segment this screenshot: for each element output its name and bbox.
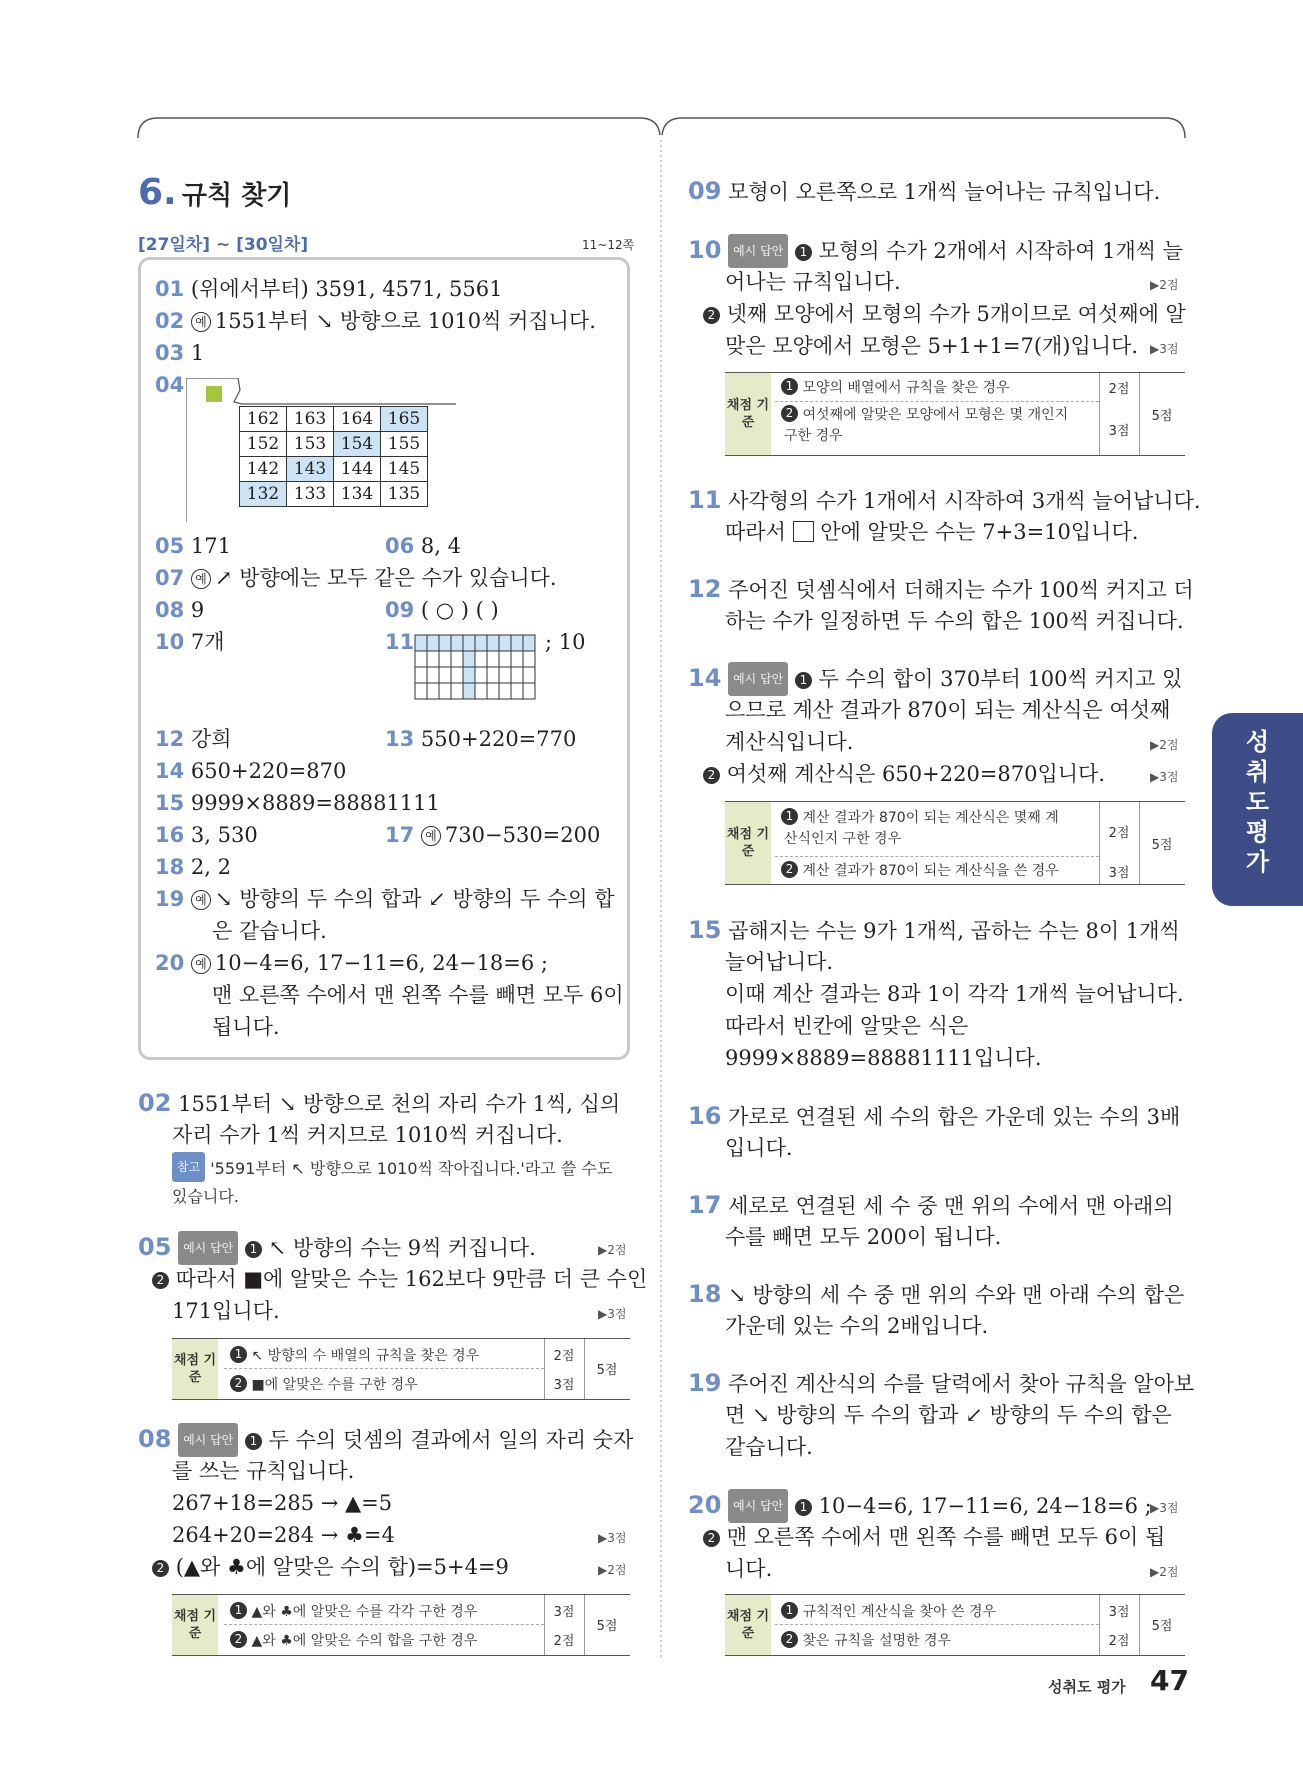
- grid-square: [487, 683, 499, 699]
- rubric-total: 5점: [1151, 1619, 1173, 1634]
- grid-square: [499, 651, 511, 667]
- rubric-row: 2 여섯째에 알맞은 모양에서 모형은 몇 개인지 구한 경우: [781, 405, 1068, 447]
- grid-square: [475, 683, 487, 699]
- grid-square: [523, 635, 535, 651]
- answer-07: 07 예 ↗ 방향에는 모두 같은 수가 있습니다.: [155, 566, 557, 590]
- grid-cell: 145: [381, 457, 428, 482]
- exp-17-l2: 수를 빼면 모두 200이 됩니다.: [725, 1225, 1002, 1249]
- exp-10-l4: 맞은 모양에서 모형은 5+1+1=7(개)입니다.: [725, 334, 1139, 358]
- side-tab-char: 가: [1245, 848, 1270, 876]
- exp-05-l2: 2 따라서 ■에 알맞은 수는 162보다 9만큼 더 큰 수인: [152, 1263, 647, 1295]
- exp-18-l2: 가운데 있는 수의 2배입니다.: [725, 1314, 989, 1338]
- rubric-row: 1 규칙적인 계산식을 찾아 쓴 경우: [781, 1601, 996, 1621]
- answer-02: 02 예 1551부터 ↘ 방향으로 1010씩 커집니다.: [155, 309, 596, 333]
- exp-12: 12 주어진 덧셈식에서 더해지는 수가 100씩 커지고 더: [688, 575, 1194, 603]
- grid-square: [427, 667, 439, 683]
- rubric-divider: [775, 1624, 1099, 1625]
- exp-15-l4: 따라서 빈칸에 알맞은 식은: [725, 1014, 969, 1038]
- answer-19: 19 예 ↘ 방향의 두 수의 합과 ↙ 방향의 두 수의 합: [155, 887, 615, 911]
- rubric-points: 2점: [553, 1349, 575, 1364]
- exp-02-note: 참고 '5591부터 ↖ 방향으로 1010씩 작아집니다.'라고 쓸 수도 있습니다.: [172, 1152, 612, 1211]
- grid-square: [451, 683, 463, 699]
- grid-square: [463, 683, 475, 699]
- answer-10: 10 7개: [155, 630, 225, 654]
- rubric-05: [172, 1338, 630, 1400]
- rubric-row: 2 찾은 규칙을 설명한 경우: [781, 1630, 951, 1650]
- grid-cell: 143: [287, 457, 334, 482]
- exp-08-l4: 264+20=284 → ♣=4: [172, 1523, 395, 1547]
- exp-10-l2: 어나는 규칙입니다.: [725, 270, 901, 294]
- answer-14: 14 650+220=870: [155, 759, 347, 783]
- grid-square: [415, 683, 427, 699]
- exp-15-l2: 늘어납니다.: [725, 950, 834, 974]
- grid-cell: 142: [240, 457, 287, 482]
- answer-05: 05 171: [155, 534, 232, 558]
- rubric-total: 5점: [596, 1619, 618, 1634]
- chapter-number: 6.: [138, 172, 177, 213]
- exp-05-pt2: ▶3점: [598, 1307, 627, 1321]
- grid-cell: 135: [381, 482, 428, 507]
- exp-08-pt1: ▶3점: [598, 1531, 627, 1545]
- exp-15: 15 곱해지는 수는 9가 1개씩, 곱하는 수는 8이 1개씩: [688, 916, 1180, 944]
- exp-19: 19 주어진 계산식의 수를 달력에서 찾아 규칙을 알아보: [688, 1369, 1195, 1397]
- day-range: [27일차] ~ [30일차]: [138, 235, 309, 255]
- rubric-label: 채점 기준: [172, 1595, 218, 1655]
- rubric-points: 3점: [1108, 424, 1130, 439]
- side-tab-char: 성: [1245, 728, 1270, 756]
- grid-square: [499, 667, 511, 683]
- grid-square: [487, 667, 499, 683]
- grid-row: [240, 457, 428, 482]
- rubric-points: 2점: [553, 1634, 575, 1649]
- grid-cell: 134: [334, 482, 381, 507]
- rubric-points: 2점: [1108, 826, 1130, 841]
- rubric-label: 채점 기준: [172, 1339, 218, 1399]
- rubric-divider: [224, 1368, 544, 1369]
- grid-square: [511, 667, 523, 683]
- rubric-points: 3점: [1108, 866, 1130, 881]
- grid-row: [240, 407, 428, 432]
- grid-row: [240, 432, 428, 457]
- exp-02: 02 1551부터 ↘ 방향으로 천의 자리 수가 1씩, 십의: [138, 1089, 621, 1117]
- grid-cell: 144: [334, 457, 381, 482]
- exp-10: 10 예시 답안 1 모형의 수가 2개에서 시작하여 1개씩 늘: [688, 234, 1183, 268]
- side-tab-char: 취: [1245, 758, 1270, 786]
- answer-11-value: ; 10: [545, 630, 586, 654]
- exp-02-cont: 자리 수가 1씩 커지므로 1010씩 커집니다.: [172, 1123, 563, 1147]
- chapter-name: 규칙 찾기: [181, 181, 292, 211]
- rubric-divider: [775, 856, 1099, 857]
- grid-square: [475, 635, 487, 651]
- green-square-icon: [206, 386, 222, 402]
- rubric-row: 1 모양의 배열에서 규칙을 찾은 경우: [781, 377, 1010, 397]
- rubric-points: 2점: [1108, 382, 1130, 397]
- grid-square: [499, 635, 511, 651]
- grid-cell: 153: [287, 432, 334, 457]
- grid-square: [439, 635, 451, 651]
- rubric-total: 5점: [596, 1363, 618, 1378]
- exp-05-pt1: ▶2점: [598, 1243, 627, 1257]
- exp-12-l2: 하는 수가 일정하면 두 수의 합은 100씩 커집니다.: [725, 609, 1184, 633]
- exp-10-pt2: ▶3점: [1150, 342, 1179, 356]
- grid-square: [523, 683, 535, 699]
- rubric-divider: [775, 401, 1099, 402]
- answer-15: 15 9999×8889=88881111: [155, 791, 440, 815]
- answer-04-label: 04: [155, 373, 185, 397]
- grid-cell: 165: [381, 407, 428, 432]
- answer-06: 06 8, 4: [385, 534, 461, 558]
- answer-11-label: 11: [385, 630, 415, 654]
- exp-08-pt2: ▶2점: [598, 1563, 627, 1577]
- exp-05-l3: 171입니다.: [172, 1299, 280, 1323]
- note-badge: 참고: [172, 1152, 205, 1182]
- answer-20: 20 예 10−4=6, 17−11=6, 24−18=6 ;: [155, 951, 548, 975]
- grid-square: [463, 635, 475, 651]
- exp-17: 17 세로로 연결된 세 수 중 맨 위의 수에서 맨 아래의: [688, 1191, 1174, 1219]
- grid-square: [439, 667, 451, 683]
- grid-cell: 162: [240, 407, 287, 432]
- grid-square: [439, 683, 451, 699]
- grid-cell: 152: [240, 432, 287, 457]
- exp-10-l3: 2 넷째 모양에서 모형의 수가 5개이므로 여섯째에 알: [703, 298, 1186, 330]
- grid-square: [511, 683, 523, 699]
- page-range: 11~12쪽: [582, 238, 635, 252]
- grid-square: [463, 667, 475, 683]
- grid-square: [427, 651, 439, 667]
- grid-cell: 154: [334, 432, 381, 457]
- grid-cell: 155: [381, 432, 428, 457]
- exp-10-pt1: ▶2점: [1150, 278, 1179, 292]
- exp-11-l2: 따라서 안에 알맞은 수는 7+3=10입니다.: [725, 520, 1139, 544]
- exp-08-l5: 2 (▲와 ♣에 알맞은 수의 합)=5+4=9: [152, 1551, 509, 1583]
- rubric-20: [725, 1594, 1185, 1656]
- grid-square: [427, 683, 439, 699]
- blank-box: [793, 521, 814, 542]
- rubric-total: 5점: [1151, 838, 1173, 853]
- exp-08: 08 예시 답안 1 두 수의 덧셈의 결과에서 일의 자리 숫자: [138, 1423, 633, 1457]
- answer-18: 18 2, 2: [155, 855, 231, 879]
- grid-square: [427, 635, 439, 651]
- rubric-row: 2 계산 결과가 870이 되는 계산식을 쓴 경우: [781, 860, 1059, 880]
- exp-09: 09 모형이 오른쪽으로 1개씩 늘어나는 규칙입니다.: [688, 177, 1161, 205]
- rubric-row: 1 ↖ 방향의 수 배열의 규칙을 찾은 경우: [230, 1345, 479, 1365]
- answer-08: 08 9: [155, 598, 205, 622]
- grid-square: [523, 667, 535, 683]
- answer-13: 13 550+220=770: [385, 727, 577, 751]
- rubric-10: [725, 372, 1185, 456]
- grid-square: [499, 683, 511, 699]
- rubric-points: 3점: [553, 1605, 575, 1620]
- exp-14-pt1: ▶2점: [1150, 738, 1179, 752]
- exp-19-l2: 면 ↘ 방향의 두 수의 합과 ↙ 방향의 두 수의 합은: [725, 1403, 1172, 1427]
- footer-label: 성취도 평가: [1048, 1678, 1126, 1696]
- answer-12: 12 강희: [155, 727, 232, 751]
- grid-square: [511, 651, 523, 667]
- exp-14-l3: 계산식입니다.: [725, 730, 854, 754]
- side-tab-char: 도: [1245, 788, 1270, 816]
- rubric-points: 2점: [1108, 1634, 1130, 1649]
- exp-20-l2: 2 맨 오른쪽 수에서 맨 왼쪽 수를 빼면 모두 6이 됩: [703, 1521, 1165, 1553]
- rubric-points: 3점: [553, 1378, 575, 1393]
- exp-20-l3: 니다.: [725, 1557, 773, 1581]
- answer-03: 03 1: [155, 341, 205, 365]
- exp-05: 05 예시 답안 1 ↖ 방향의 수는 9씩 커집니다.: [138, 1231, 536, 1265]
- grid-square: [511, 635, 523, 651]
- rubric-label: 채점 기준: [725, 373, 771, 455]
- page-number: 47: [1150, 1664, 1189, 1697]
- section-side-tab: [1212, 713, 1303, 906]
- rubric-label: 채점 기준: [725, 802, 771, 884]
- grid-square: [415, 635, 427, 651]
- grid-square: [487, 651, 499, 667]
- exp-14: 14 예시 답안 1 두 수의 합이 370부터 100씩 커지고 있: [688, 662, 1182, 696]
- grid-cell: 163: [287, 407, 334, 432]
- rubric-row: 1 계산 결과가 870이 되는 계산식은 몇째 계 산식인지 구한 경우: [781, 808, 1059, 850]
- answer-11-grid: [414, 634, 537, 702]
- side-tab-char: 평: [1245, 818, 1270, 846]
- rubric-points: 3점: [1108, 1605, 1130, 1620]
- answer-09: 09 ( ○ ) ( ): [385, 598, 499, 622]
- exp-15-l3: 이때 계산 결과는 8과 1이 각각 1개씩 늘어납니다.: [725, 982, 1184, 1006]
- rubric-divider: [224, 1624, 544, 1625]
- rubric-total: 5점: [1151, 409, 1173, 424]
- calendar-grid: [186, 378, 458, 522]
- exp-15-l5: 9999×8889=88881111입니다.: [725, 1046, 1042, 1070]
- grid-square: [451, 667, 463, 683]
- exp-18: 18 ↘ 방향의 세 수 중 맨 위의 수와 맨 아래 수의 합은: [688, 1280, 1185, 1308]
- exp-20-pt2: ▶2점: [1150, 1565, 1179, 1579]
- rubric-row: 2 ▲와 ♣에 알맞은 수의 합을 구한 경우: [230, 1630, 477, 1650]
- exp-20-pt1: ▶3점: [1150, 1501, 1179, 1515]
- exp-20: 20 예시 답안 1 10−4=6, 17−11=6, 24−18=6 ;: [688, 1489, 1152, 1523]
- grid-cell: 132: [240, 482, 287, 507]
- exp-16-l2: 입니다.: [725, 1136, 793, 1160]
- chapter-title: [138, 172, 291, 213]
- grid-square: [415, 651, 427, 667]
- grid-square: [475, 667, 487, 683]
- grid-square: [487, 635, 499, 651]
- answer-16: 16 3, 530: [155, 823, 258, 847]
- exp-14-pt2: ▶3점: [1150, 770, 1179, 784]
- grid-square: [475, 651, 487, 667]
- grid-cell: 164: [334, 407, 381, 432]
- grid-square: [439, 651, 451, 667]
- exp-19-l3: 같습니다.: [725, 1435, 813, 1459]
- answer-19-cont: 은 같습니다.: [212, 919, 327, 943]
- grid-cell: 133: [287, 482, 334, 507]
- rubric-row: 2 ■에 알맞은 수를 구한 경우: [230, 1374, 418, 1394]
- answer-01: 01 (위에서부터) 3591, 4571, 5561: [155, 277, 503, 301]
- exp-08-l3: 267+18=285 → ▲=5: [172, 1491, 393, 1515]
- rubric-label: 채점 기준: [725, 1595, 771, 1655]
- rubric-row: 1 ▲와 ♣에 알맞은 수를 각각 구한 경우: [230, 1601, 477, 1621]
- grid-square: [415, 667, 427, 683]
- exp-16: 16 가로로 연결된 세 수의 합은 가운데 있는 수의 3배: [688, 1102, 1181, 1130]
- grid-square: [451, 635, 463, 651]
- grid-row: [240, 482, 428, 507]
- answer-20-cont1: 맨 오른쪽 수에서 맨 왼쪽 수를 빼면 모두 6이: [212, 983, 624, 1007]
- exp-11: 11 사각형의 수가 1개에서 시작하여 3개씩 늘어납니다.: [688, 486, 1201, 514]
- exp-08-l2: 를 쓰는 규칙입니다.: [172, 1459, 355, 1483]
- exp-14-l4: 2 여섯째 계산식은 650+220=870입니다.: [703, 758, 1105, 790]
- rubric-14: [725, 801, 1185, 885]
- exp-14-l2: 으므로 계산 결과가 870이 되는 계산식은 여섯째: [725, 698, 1171, 722]
- grid-square: [523, 651, 535, 667]
- answer-20-cont2: 됩니다.: [212, 1015, 280, 1039]
- answer-17: 17 예 730−530=200: [385, 823, 601, 847]
- grid-square: [451, 651, 463, 667]
- grid-square: [463, 651, 475, 667]
- number-grid: [239, 406, 428, 507]
- rubric-08: [172, 1594, 630, 1656]
